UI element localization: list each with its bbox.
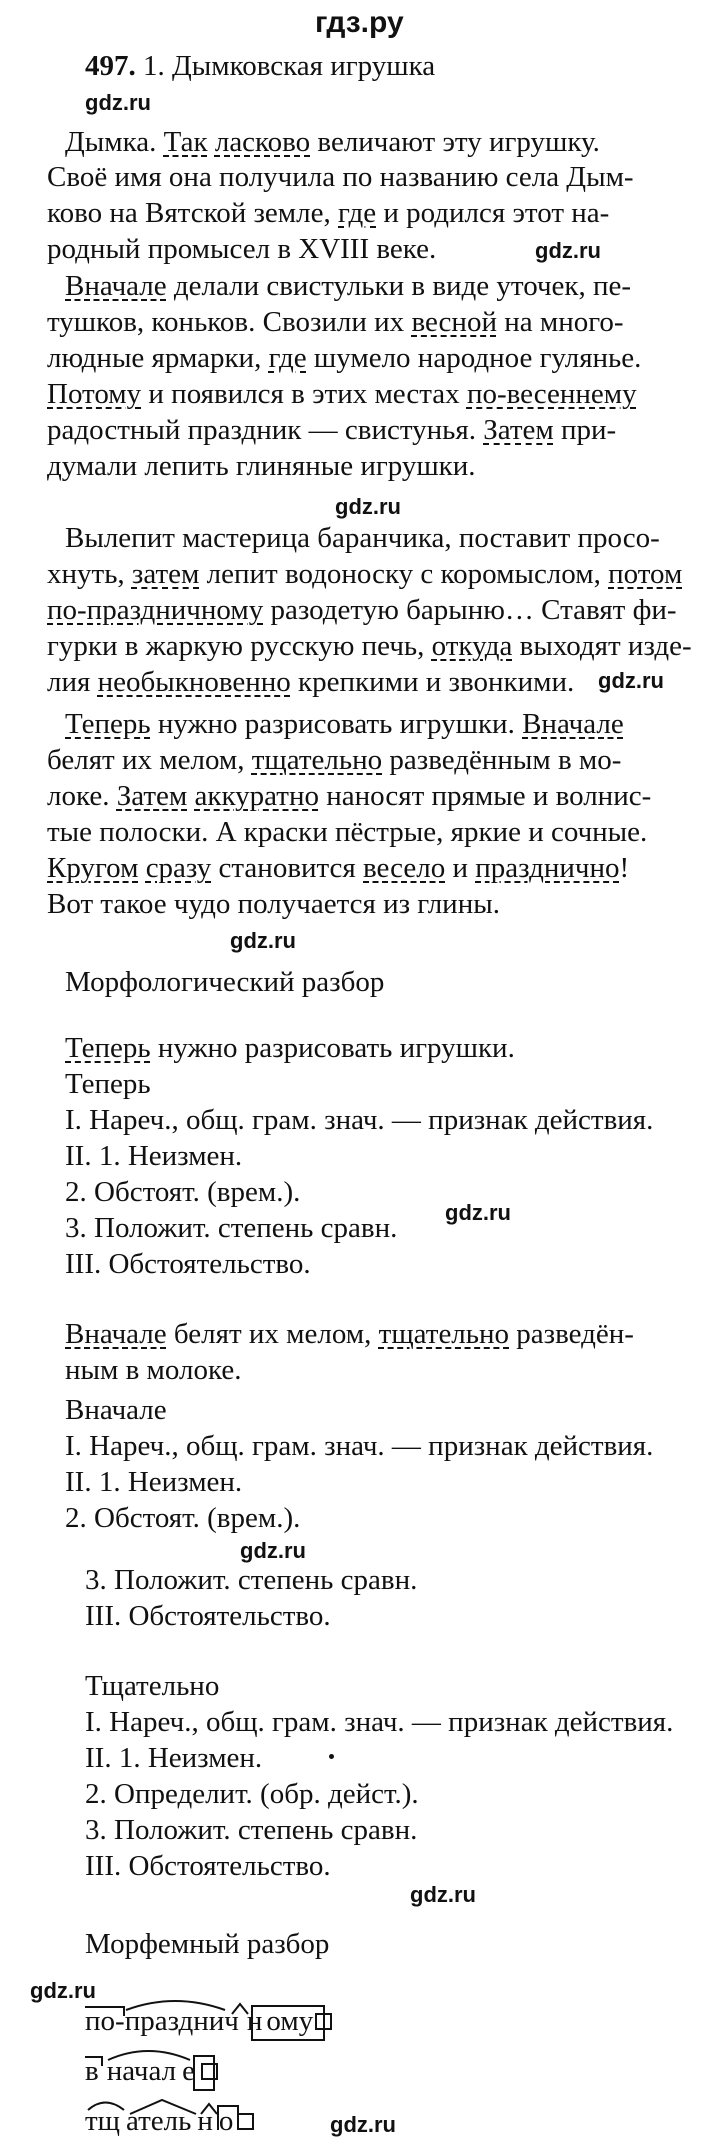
text-segment: нужно разрисовать игрушки. — [150, 708, 523, 740]
text-segment: и появился в этих местах — [141, 378, 467, 410]
underlined-word: затем — [131, 558, 200, 590]
text-segment: на много- — [496, 306, 624, 338]
empty-ending-box — [237, 2113, 254, 2130]
analysis-item: III. Обстоятельство. — [65, 1248, 311, 1280]
text-segment: ково на Вятской земле, — [47, 197, 338, 229]
analysis-item: II. 1. Неизмен. — [65, 1140, 243, 1172]
text-line — [47, 380, 637, 409]
text-segment: величают эту игрушку. — [310, 126, 600, 158]
morphology-heading: Морфологический разбор — [65, 966, 385, 998]
watermark: gdz.ru — [85, 90, 151, 115]
watermark: gdz.ru — [330, 2112, 396, 2137]
site-header: гдз.ру — [315, 6, 404, 39]
text-segment: лия — [47, 666, 98, 698]
text-segment: Дымка. — [65, 126, 164, 158]
text-segment: радостный праздник — свистунья. — [47, 414, 484, 446]
root-arc — [126, 2001, 225, 2010]
task-number: 497. — [85, 50, 136, 82]
text-segment: тушков, коньков. Свозили их — [47, 306, 412, 338]
analysis-word: Тщательно — [85, 1670, 220, 1702]
prefix-mark — [85, 2007, 124, 2016]
underlined-word: празднично — [475, 852, 620, 884]
text-segment: разодетую барыню… Ставят фи- — [263, 594, 677, 626]
text-line: думали лепить глиняные игрушки. — [47, 450, 476, 482]
analysis-item: I. Нареч., общ. грам. знач. — признак действия. — [65, 1430, 654, 1462]
analysis-item: III. Обстоятельство. — [85, 1600, 331, 1632]
text-segment: наносят прямые и волнис- — [318, 780, 652, 812]
text-line: Вылепит мастерица баранчика, поставит просо- — [65, 522, 660, 554]
text-segment: разведённым в мо- — [382, 744, 622, 776]
text-segment: хнуть, — [47, 558, 132, 590]
suffix-mark — [232, 2004, 248, 2014]
analysis-item: I. Нареч., общ. грам. знач. — признак действия. — [65, 1104, 654, 1136]
text-line — [47, 854, 629, 883]
underlined-word: потом — [608, 558, 683, 590]
text-line — [47, 596, 677, 625]
underlined-word: тщательно — [251, 744, 383, 776]
morpheme-heading: Морфемный разбор — [85, 1928, 330, 1960]
analysis-sentence — [65, 1034, 515, 1063]
underlined-word: по-праздничному — [47, 594, 264, 626]
underlined-word: Кругом — [47, 852, 139, 884]
analysis-item: 2. Определит. (обр. дейст.). — [85, 1778, 419, 1810]
ending: ому — [266, 2005, 314, 2037]
root: празднич — [124, 2005, 239, 2037]
underlined-word: тщательно — [378, 1318, 510, 1350]
watermark: gdz.ru — [335, 494, 401, 519]
analysis-item: 3. Положит. степень сравн. — [85, 1814, 418, 1846]
analysis-item: II. 1. Неизмен. — [85, 1742, 263, 1774]
underlined-word: Теперь — [65, 708, 151, 740]
prefix: по- — [85, 2005, 125, 2037]
text-line — [47, 199, 609, 228]
analysis-item: 2. Обстоят. (врем.). — [65, 1176, 301, 1208]
text-line: Вот такое чудо получается из глины. — [47, 888, 500, 920]
analysis-item: 3. Положит. степень сравн. — [85, 1564, 418, 1596]
underlined-word: Вначале — [522, 708, 624, 740]
underlined-word: весной — [411, 306, 497, 338]
text-line — [47, 746, 621, 775]
text-segment: лепит водоноску с коромыслом, — [199, 558, 609, 590]
underlined-word: аккуратно — [194, 780, 319, 812]
watermark: gdz.ru — [535, 238, 601, 263]
underlined-word: Вначале — [65, 270, 167, 302]
text-segment: нужно разрисовать игрушки. — [150, 1032, 515, 1064]
suffix: н — [246, 2005, 263, 2037]
underlined-word: где — [338, 197, 377, 229]
watermark: gdz.ru — [410, 1882, 476, 1907]
text-segment: при- — [553, 414, 617, 446]
ending: е — [182, 2055, 195, 2087]
ending-box — [252, 2006, 324, 2040]
text-line — [47, 308, 624, 337]
underlined-word: необыкновенно — [97, 666, 291, 698]
text-segment — [208, 126, 215, 158]
analysis-sentence — [65, 1320, 634, 1349]
morpheme-word — [85, 2057, 218, 2086]
text-line — [47, 632, 692, 661]
text-segment: делали свистульки в виде уточек, пе- — [166, 270, 632, 302]
text-line — [65, 710, 624, 739]
text-segment: разведён- — [509, 1318, 634, 1350]
underlined-word: весело — [363, 852, 446, 884]
empty-ending-box — [201, 2063, 218, 2080]
analysis-item: III. Обстоятельство. — [85, 1850, 331, 1882]
text-line — [47, 560, 682, 589]
text-segment: белят их мелом, — [166, 1318, 379, 1350]
underlined-word: Затем — [116, 780, 188, 812]
analysis-item: II. 1. Неизмен. — [65, 1466, 243, 1498]
underlined-word: ласково — [214, 126, 311, 158]
text-segment: выходят изде- — [512, 630, 692, 662]
text-segment: и — [445, 852, 476, 884]
task-heading — [85, 52, 435, 81]
text-line: Своё имя она получила по названию села Дым- — [47, 161, 634, 193]
underlined-word: Так — [163, 126, 208, 158]
text-segment — [187, 780, 194, 812]
text-segment: становится — [211, 852, 364, 884]
text-segment: и родился этот на- — [376, 197, 610, 229]
watermark: gdz.ru — [30, 1978, 96, 2003]
text-segment: шумело народное гулянье. — [306, 342, 642, 374]
underlined-word: Потому — [47, 378, 142, 410]
analysis-item: I. Нареч., общ. грам. знач. — признак действия. — [85, 1706, 674, 1738]
underlined-word: сразу — [145, 852, 212, 884]
analysis-word: Вначале — [65, 1394, 167, 1426]
text-line — [47, 344, 641, 373]
underlined-word: где — [268, 342, 307, 374]
text-line: родный промысел в XVIII веке. — [47, 233, 437, 265]
underlined-word: Вначале — [65, 1318, 167, 1350]
text-line — [47, 416, 616, 445]
watermark: gdz.ru — [240, 1538, 306, 1563]
text-line — [65, 272, 631, 301]
text-segment: локе. — [47, 780, 117, 812]
underlined-word: Затем — [483, 414, 554, 446]
watermark: gdz.ru — [230, 928, 296, 953]
text-segment: белят их мелом, — [47, 744, 252, 776]
text-line — [47, 782, 651, 811]
text-line — [47, 668, 574, 697]
text-line: тые полоски. А краски пёстрые, яркие и сочные. — [47, 816, 648, 848]
text-segment — [138, 852, 145, 884]
underlined-word: Теперь — [65, 1032, 151, 1064]
text-line — [65, 128, 600, 157]
watermark: gdz.ru — [445, 1200, 511, 1225]
watermark: gdz.ru — [598, 668, 664, 693]
dot-mark — [329, 1754, 334, 1759]
task-title: 1. Дымковская игрушка — [143, 50, 436, 82]
analysis-item: 3. Положит. степень сравн. — [65, 1212, 398, 1244]
analysis-item: 2. Обстоят. (врем.). — [65, 1502, 301, 1534]
text-segment: крепкими и звонкими. — [290, 666, 575, 698]
morpheme-word — [85, 2107, 254, 2136]
underlined-word: откуда — [431, 630, 513, 662]
analysis-sentence-cont: ным в молоке. — [65, 1354, 242, 1386]
text-segment: ! — [619, 852, 630, 884]
underlined-word: по-весеннему — [466, 378, 637, 410]
prefix: в — [85, 2055, 99, 2087]
suffix: атель — [126, 2105, 192, 2137]
text-segment: людные ярмарки, — [47, 342, 269, 374]
text-segment: гурки в жаркую русскую печь, — [47, 630, 432, 662]
ending: о — [218, 2105, 234, 2137]
root: тщ — [85, 2105, 121, 2137]
suffix: н — [197, 2105, 213, 2137]
analysis-word: Теперь — [65, 1068, 151, 1100]
root: начал — [106, 2055, 177, 2087]
